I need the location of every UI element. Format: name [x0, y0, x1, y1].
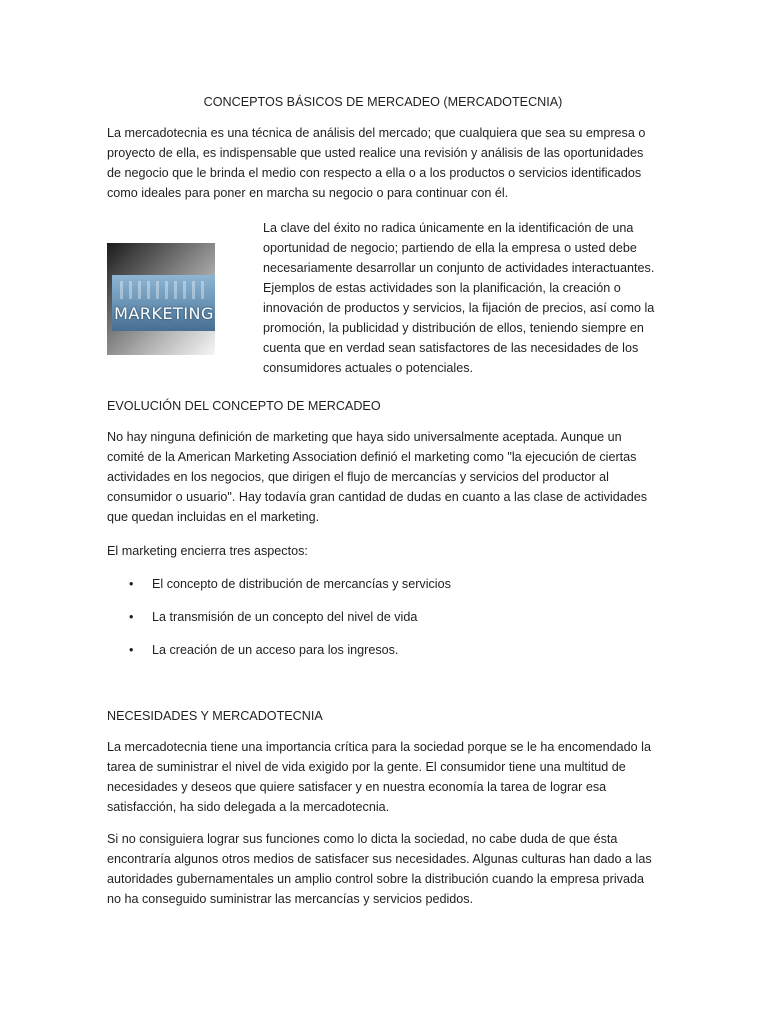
- section-heading-necesidades: NECESIDADES Y MERCADOTECNIA: [107, 709, 323, 723]
- bullet-icon: •: [129, 643, 134, 657]
- list-item: [107, 607, 659, 640]
- section-heading-evolucion: EVOLUCIÓN DEL CONCEPTO DE MERCADEO: [107, 399, 381, 413]
- intro-paragraph: La mercadotecnia es una técnica de análisis del mercado; que cualquiera que sea su empresa o proyecto de ella, es indispensable que usted realice una revisión y análisis de las oportunidades de negocio que le brinda el medio con respecto a ella o a los productos o servicios identificados como ideales para poner en marcha su negocio o para continuar con él.: [107, 126, 646, 200]
- document-title: CONCEPTOS BÁSICOS DE MERCADEO (MERCADOTECNIA): [203, 95, 563, 109]
- clave-paragraph: La clave del éxito no radica únicamente en la identificación de una oportunidad de negocio; partiendo de ella la empresa o usted debe necesariamente desarrollar un conjunto de actividades interactuantes. Ejemplos de estas actividades son la planificación, la creación o innovación de productos y servicios, la fijación de precios, así como la promoción, la publicidad y distribución de ellos, teniendo siempre en cuenta que en verdad sean satisfactores de las necesidades de los consumidores actuales o potenciales.: [263, 221, 655, 375]
- list-item-text: El concepto de distribución de mercancías y servicios: [152, 577, 451, 591]
- necesidades-paragraph: La mercadotecnia tiene una importancia crítica para la sociedad porque se le ha encomendado la tarea de suministrar el nivel de vida exigido por la gente. El consumidor tiene una multitud de necesidades y deseos que quiere satisfacer y en nuestra economía la tarea de lograr esa satisfacción, ha sido delegada a la mercadotecnia.: [107, 740, 651, 814]
- list-item-text: La transmisión de un concepto del nivel de vida: [152, 610, 418, 624]
- marketing-photo-icon: [112, 275, 215, 331]
- aspectos-list: [107, 574, 659, 673]
- funciones-paragraph: Si no consiguiera lograr sus funciones como lo dicta la sociedad, no cabe duda de que ésta encontraría algunos otros medios de satisfacer sus necesidades. Algunas culturas han dado a las autoridades gubernamentales un amplio control sobre la distribución cuando la empresa privada no ha conseguido suministrar las mercancías y servicios pedidos.: [107, 832, 652, 906]
- bullet-icon: •: [129, 577, 134, 591]
- marketing-image-word: MARKETING: [114, 304, 214, 323]
- list-item: [107, 574, 659, 607]
- bullet-icon: •: [129, 610, 134, 624]
- list-item-text: La creación de un acceso para los ingresos.: [152, 643, 399, 657]
- definicion-paragraph: No hay ninguna definición de marketing que haya sido universalmente aceptada. Aunque un comité de la American Marketing Association definió el marketing como "la ejecución de ciertas actividades en los negocios, que dirigen el flujo de mercancías y servicios del productor al consumidor o usuario". Hay todavía gran cantidad de dudas en cuanto a las clase de actividades que quedan incluidas en el marketing.: [107, 430, 648, 524]
- list-item: [107, 640, 659, 673]
- photo-texture: [120, 281, 206, 299]
- aspectos-intro: El marketing encierra tres aspectos:: [107, 544, 308, 558]
- marketing-image: [107, 243, 215, 355]
